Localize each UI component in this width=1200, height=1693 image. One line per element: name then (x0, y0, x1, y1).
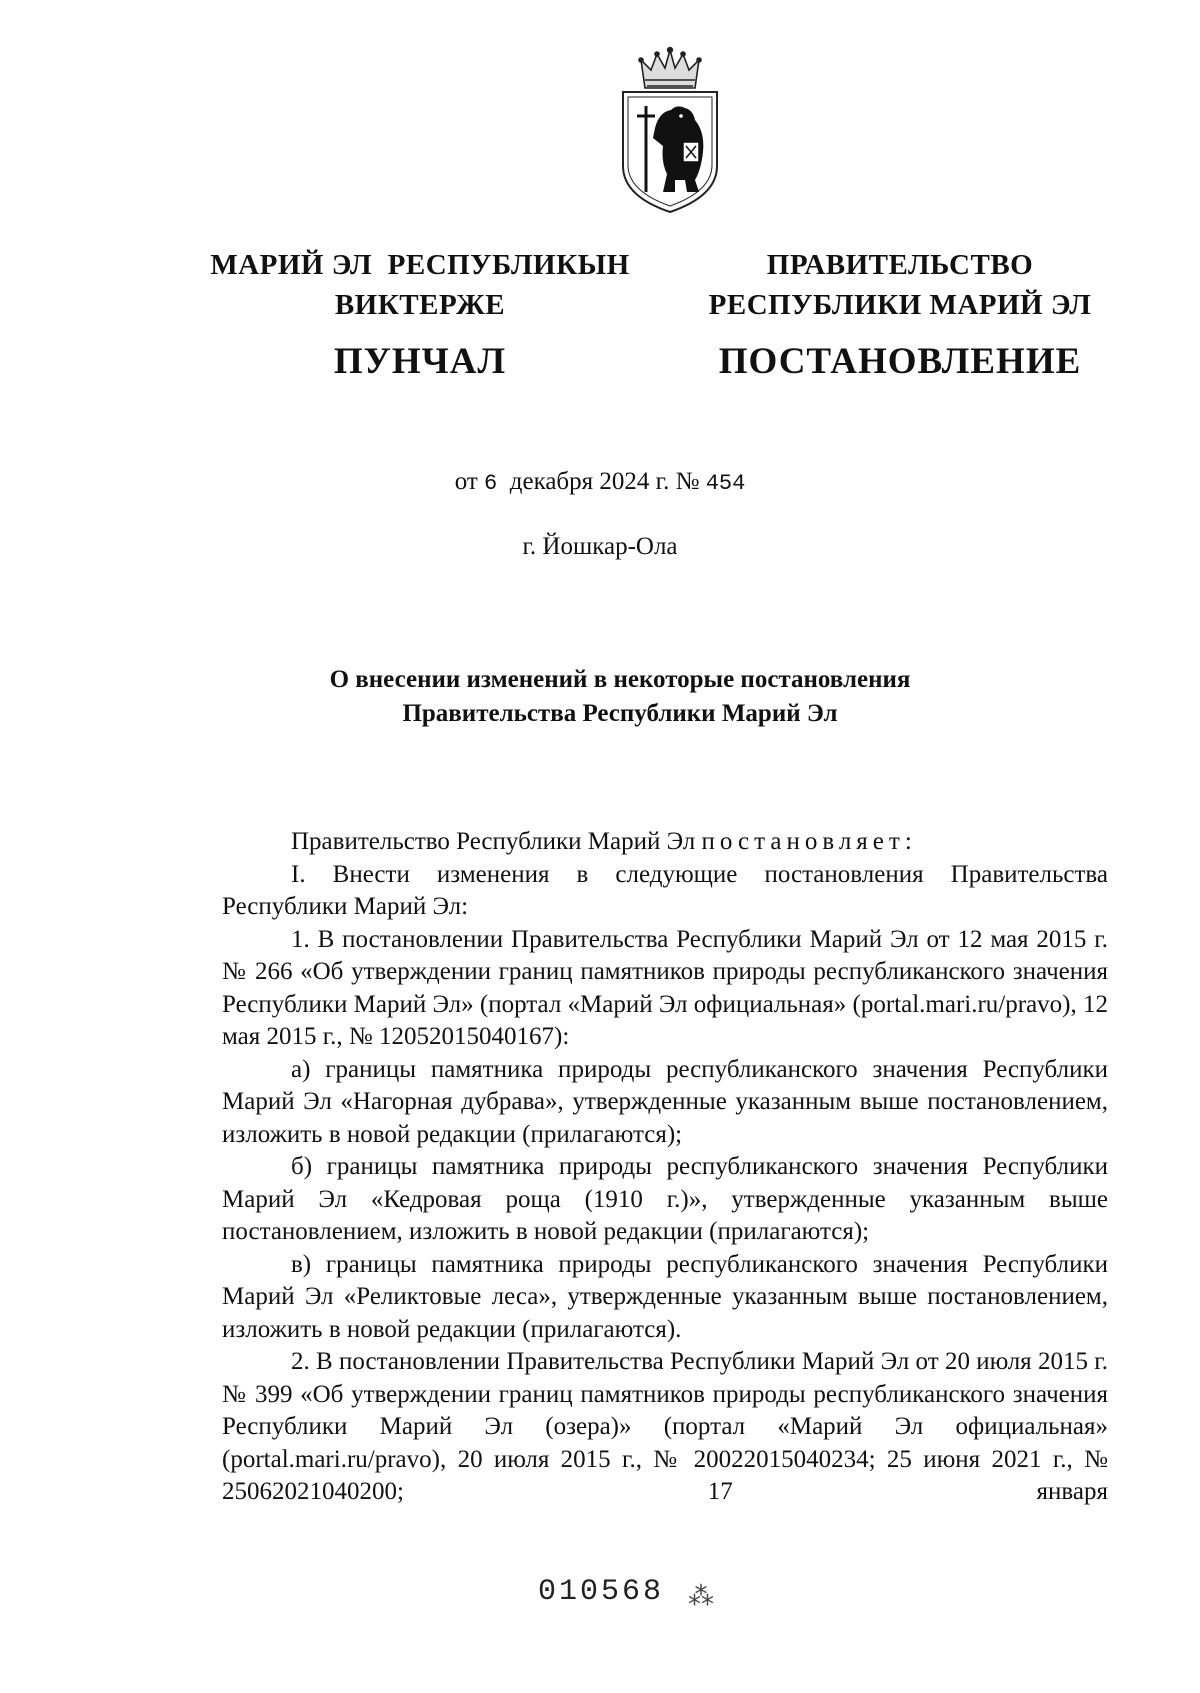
paragraph-I: I. Внести изменения в следующие постановления Правительства Республики Марий Эл: (222, 860, 1108, 920)
document-body (222, 826, 1108, 1509)
date-month-year: декабря 2024 г. № (509, 468, 700, 495)
document-title (260, 663, 980, 731)
document-date-line (0, 465, 1200, 501)
intro-prefix: Правительство Республики Марий Эл (291, 828, 702, 855)
intro-paragraph (222, 826, 1108, 859)
header-russian-doc-type: ПОСТАНОВЛЕНИЕ (718, 341, 1082, 382)
date-day: 6 (484, 471, 498, 496)
header-mari-line1: МАРИЙ ЭЛ РЕСПУБЛИКЫН (210, 249, 630, 281)
paragraph-1: 1. В постановлении Правительства Республики Марий Эл от 12 мая 2015 г. № 266 «Об утверждении границ памятников природы республиканского значения Республики Марий Эл» (портал «Марий Эл официальная» (portal.mari.ru/pravo), 12 мая 2015 г., № 12052015040167): (222, 925, 1108, 1050)
intro-spaced-word: постановляет: (701, 828, 917, 855)
title-line2: Правительства Республики Марий Эл (402, 700, 838, 727)
coat-of-arms-emblem (615, 46, 725, 216)
date-prefix: от (454, 468, 478, 495)
header-mari-doc-type: ПУНЧАЛ (333, 341, 507, 382)
paragraph-1a: а) границы памятника природы республиканского значения Республики Марий Эл «Нагорная дубрава», утвержденные указанным выше постановлением, изложить в новой редакции (прилагаются); (222, 1055, 1108, 1148)
paragraph-1b: б) границы памятника природы республиканского значения Республики Марий Эл «Кедровая роща (1910 г.)», утвержденные указанным выше постановлением, изложить в новой редакции (прилагаются); (222, 1153, 1108, 1245)
document-number: 454 (705, 471, 746, 496)
title-line1: О внесении изменений в некоторые постановления (329, 666, 911, 693)
serial-stamp-number: 010568 (538, 1575, 665, 1609)
header-mari-block (190, 245, 650, 385)
header-russian-line2: РЕСПУБЛИКИ МАРИЙ ЭЛ (708, 289, 1092, 321)
document-city: г. Йошкар-Ола (522, 533, 678, 560)
paragraph-1v: в) границы памятника природы республиканского значения Республики Марий Эл «Реликтовые леса», утвержденные указанным выше постановлением, изложить в новой редакции (прилагаются). (222, 1250, 1108, 1343)
paragraph-2: 2. В постановлении Правительства Республики Марий Эл от 20 июля 2015 г. № 399 «Об утверждении границ памятников природы республиканского значения Республики Марий Эл (озера)» (портал «Марий Эл официальная» (portal.mari.ru/pravo), 20 июля 2015 г., № 20022015040234; 25 июня 2021 г., № 25062021040200; 17 января (222, 1348, 1108, 1505)
stamp-mark-icon: ⁂ (688, 1582, 714, 1612)
header-russian-block (685, 245, 1115, 385)
header-mari-line2: ВИКТЕРЖЕ (334, 289, 506, 321)
header-russian-line1: ПРАВИТЕЛЬСТВО (766, 249, 1034, 281)
